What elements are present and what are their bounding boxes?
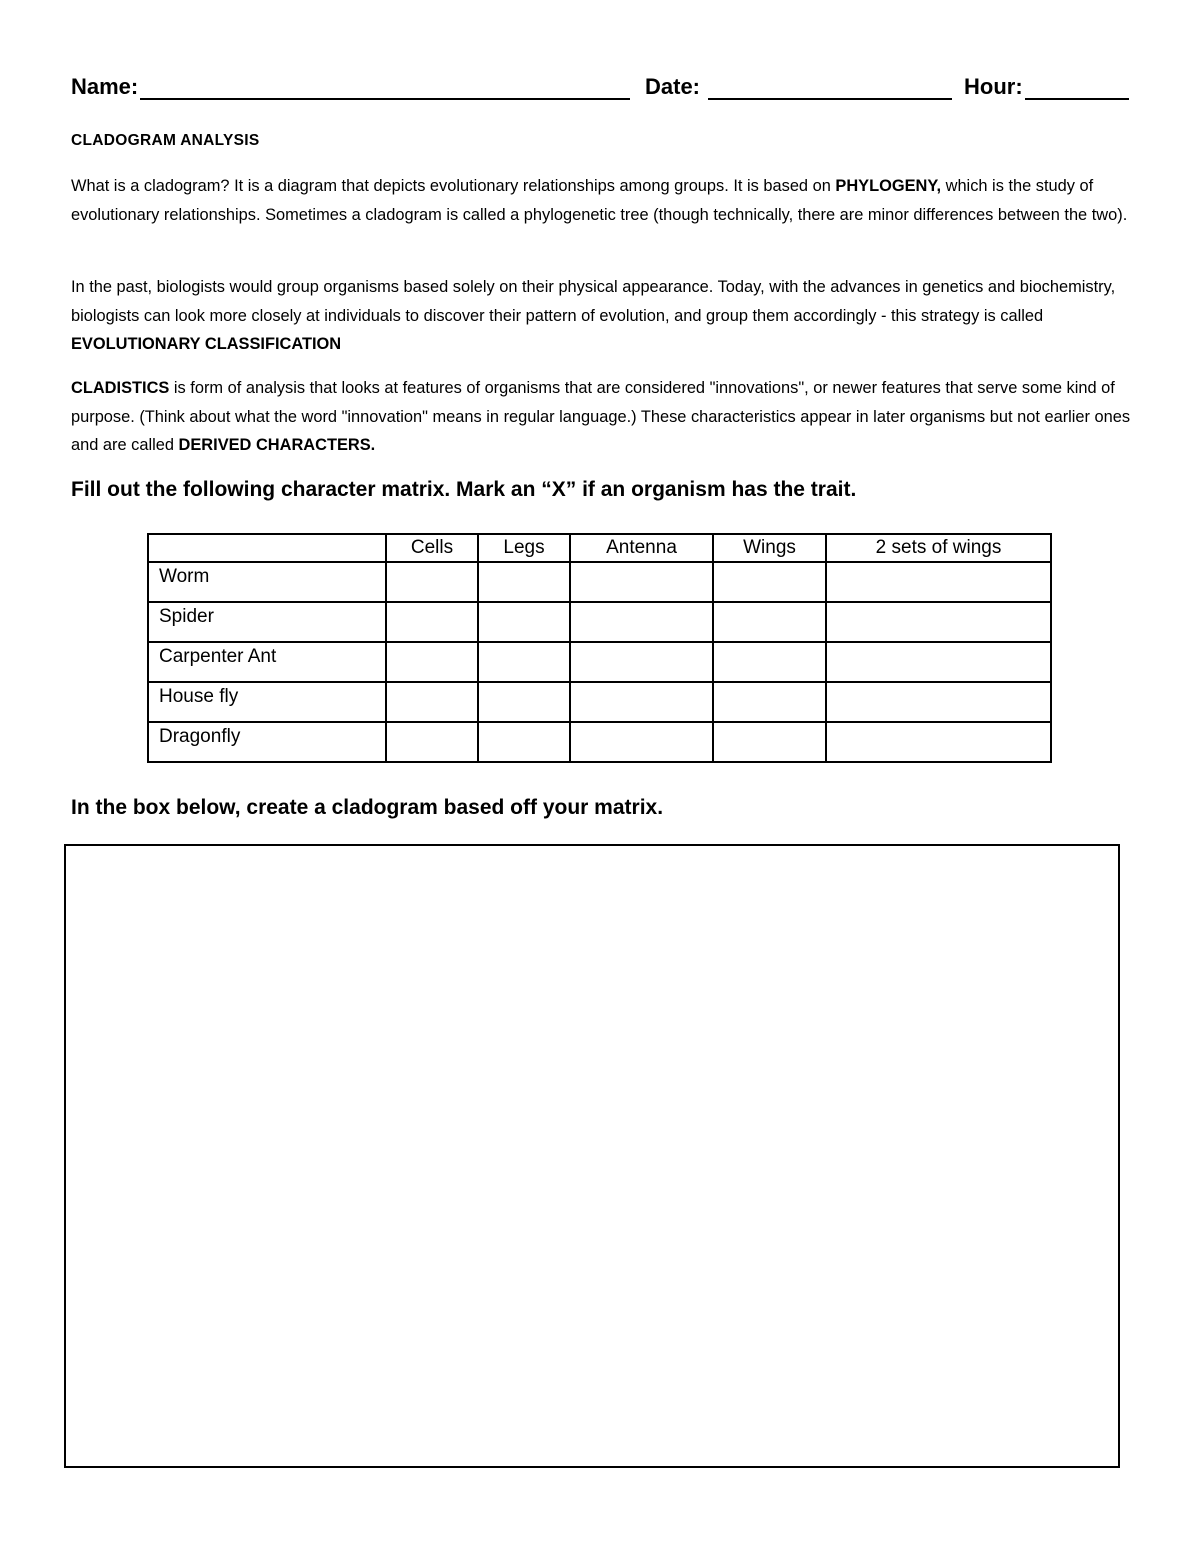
date-blank[interactable]: [708, 76, 952, 100]
matrix-cell[interactable]: [386, 562, 478, 602]
column-header-wings: Wings: [713, 534, 826, 562]
name-blank[interactable]: [140, 76, 630, 100]
matrix-cell[interactable]: [478, 602, 570, 642]
row-label-dragonfly: Dragonfly: [148, 722, 386, 762]
keyword-cladistics: CLADISTICS: [71, 379, 170, 397]
character-matrix-table: [147, 533, 1052, 763]
paragraph-text: In the past, biologists would group organisms based solely on their physical appearance. Today, with the advances in genetics and biochemistry, biologists can look more closely at individuals to discover their pattern of evolution, and group them accordingly - this strategy is called: [71, 278, 1116, 325]
table-row: [148, 722, 1051, 762]
date-field-group: [645, 72, 952, 100]
paragraph-cladogram-definition: [71, 172, 1131, 229]
paragraph-cladistics: [71, 374, 1131, 460]
matrix-cell[interactable]: [570, 642, 713, 682]
hour-field-group: [964, 72, 1129, 100]
keyword-phylogeny: PHYLOGENY,: [835, 177, 942, 195]
column-header-organism: [148, 534, 386, 562]
matrix-instruction: Fill out the following character matrix. Mark an “X” if an organism has the trait.: [71, 478, 857, 501]
keyword-derived-characters: DERIVED CHARACTERS.: [178, 436, 376, 454]
row-label-house-fly: House fly: [148, 682, 386, 722]
name-label: Name:: [71, 74, 139, 99]
table-row: [148, 602, 1051, 642]
table-row: [148, 682, 1051, 722]
hour-blank[interactable]: [1025, 76, 1129, 100]
row-label-spider: Spider: [148, 602, 386, 642]
matrix-cell[interactable]: [713, 562, 826, 602]
matrix-cell[interactable]: [570, 602, 713, 642]
table-header-row: [148, 534, 1051, 562]
row-label-carpenter-ant: Carpenter Ant: [148, 642, 386, 682]
matrix-cell[interactable]: [386, 722, 478, 762]
table-row: [148, 562, 1051, 602]
matrix-cell[interactable]: [713, 682, 826, 722]
paragraph-evolutionary-classification: [71, 273, 1131, 359]
cladogram-instruction: In the box below, create a cladogram based off your matrix.: [71, 796, 664, 819]
matrix-cell[interactable]: [826, 562, 1051, 602]
matrix-cell[interactable]: [386, 642, 478, 682]
hour-label: Hour:: [964, 74, 1023, 99]
matrix-cell[interactable]: [713, 602, 826, 642]
paragraph-text: is form of analysis that looks at features of organisms that are considered "innovations", or newer features that serve some kind of purpose. (Think about what the word "innovation" means in regular language.) These characteristics appear in later organisms but not earlier ones and are called: [71, 379, 1131, 454]
matrix-cell[interactable]: [570, 682, 713, 722]
matrix-cell[interactable]: [826, 682, 1051, 722]
matrix-cell[interactable]: [478, 642, 570, 682]
matrix-cell[interactable]: [478, 562, 570, 602]
matrix-cell[interactable]: [570, 562, 713, 602]
matrix-cell[interactable]: [826, 602, 1051, 642]
matrix-cell[interactable]: [826, 642, 1051, 682]
matrix-cell[interactable]: [478, 722, 570, 762]
name-field-group: [71, 72, 630, 100]
matrix-cell[interactable]: [386, 602, 478, 642]
matrix-cell[interactable]: [570, 722, 713, 762]
column-header-2-sets-of-wings: 2 sets of wings: [826, 534, 1051, 562]
column-header-legs: Legs: [478, 534, 570, 562]
paragraph-text: which is the study of evolutionary relationships. Sometimes a cladogram is called a phylogenetic tree (though technically, there are minor differences between the two).: [71, 177, 1128, 224]
matrix-cell[interactable]: [713, 642, 826, 682]
matrix-cell[interactable]: [386, 682, 478, 722]
matrix-cell[interactable]: [713, 722, 826, 762]
date-label: Date:: [645, 74, 701, 99]
student-info-header: [71, 72, 1133, 106]
column-header-antenna: Antenna: [570, 534, 713, 562]
section-title: CLADOGRAM ANALYSIS: [71, 132, 260, 149]
matrix-cell[interactable]: [478, 682, 570, 722]
paragraph-text: What is a cladogram? It is a diagram that depicts evolutionary relationships among groups. It is based on: [71, 177, 836, 195]
column-header-cells: Cells: [386, 534, 478, 562]
table-row: [148, 642, 1051, 682]
row-label-worm: Worm: [148, 562, 386, 602]
matrix-cell[interactable]: [826, 722, 1051, 762]
keyword-evolutionary-classification: EVOLUTIONARY CLASSIFICATION: [71, 335, 342, 353]
cladogram-drawing-box[interactable]: [64, 844, 1120, 1468]
